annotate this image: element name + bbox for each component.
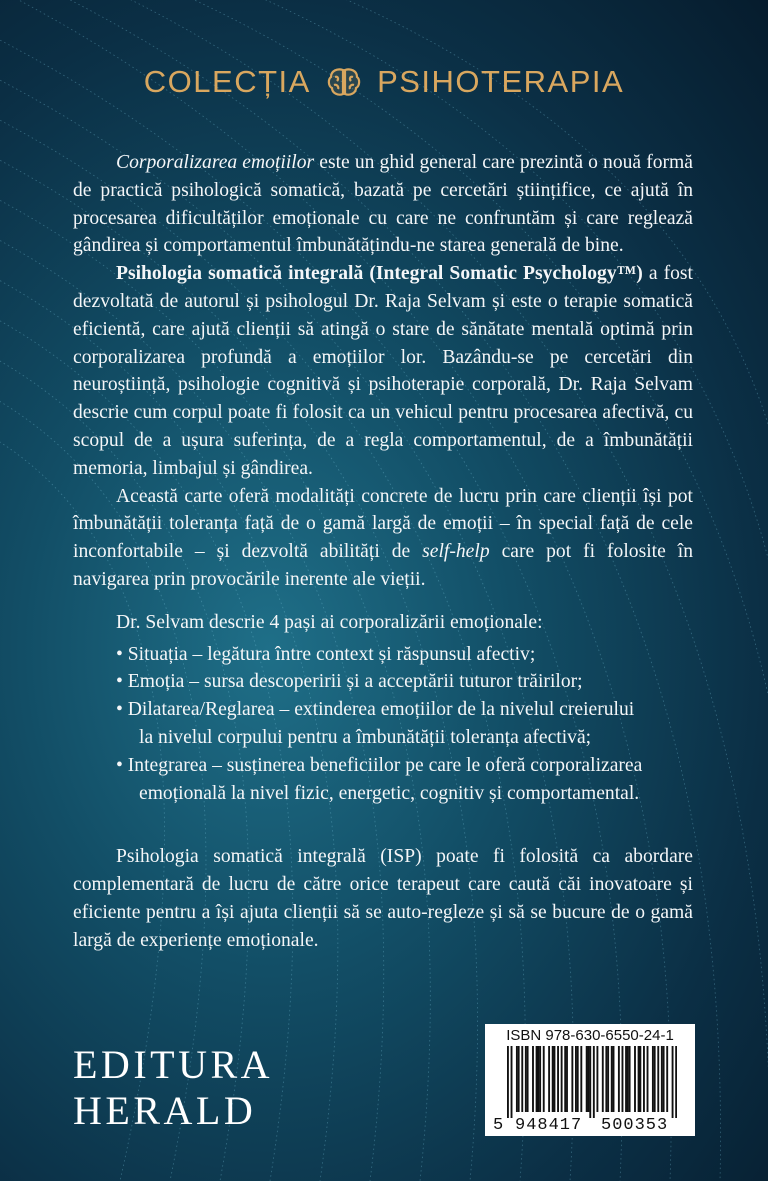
barcode-bar: [532, 1046, 534, 1112]
barcode-bar: [602, 1046, 604, 1112]
barcode-bar: [611, 1046, 613, 1112]
paragraph-steps-intro: Dr. Selvam descrie 4 pași ai corporalizării emoționale:: [116, 611, 543, 633]
barcode-bar: [575, 1046, 577, 1112]
paragraph-intro: Corporalizarea emoțiilor este un ghid general care prezintă o nouă formă de practică psihologică somatică, bazată pe cercetări științifice, ce ajută în procesarea dificultăților emoționale cu care ne confruntăm și care reglează gândirea și comportamentul îmbunătățindu-ne starea generală de bine.: [73, 152, 693, 257]
paragraph-book-offer: Această carte oferă modalități concrete de lucru prin care clienții își pot îmbunătății toleranța față de o gamă largă de emoții – în special față de cele inconfortabile – și dezvoltă abilități de self-help care pot fi folosite în navigarea prin provocările inerente ale vieții.: [73, 485, 693, 590]
book-title-italic: Corporalizarea emoțiilor: [116, 152, 315, 173]
barcode-bar: [618, 1046, 620, 1112]
publisher-logo: [73, 1042, 273, 1134]
ean-first-digit: 5: [493, 1116, 505, 1135]
ean-left-group: 948417: [515, 1116, 583, 1135]
barcode-bar: [625, 1046, 627, 1112]
barcode-bar: [627, 1046, 629, 1112]
barcode-bar: [577, 1046, 579, 1112]
barcode-bar: [516, 1046, 518, 1112]
barcode-bar: [557, 1046, 559, 1112]
barcode-bar: [672, 1046, 674, 1118]
barcode-bar: [638, 1046, 640, 1112]
barcode-bar: [507, 1046, 509, 1118]
barcode-bar: [639, 1046, 641, 1112]
isbn-barcode: [485, 1024, 695, 1136]
barcode-bar: [518, 1046, 520, 1112]
barcode-bar: [588, 1046, 590, 1112]
brain-icon: [327, 67, 361, 97]
barcode-bar: [675, 1046, 677, 1118]
barcode-bar: [605, 1046, 607, 1112]
barcode-bar: [596, 1046, 598, 1112]
list-item: • Emoția – sursa descoperirii și a acceptării tuturor trăirilor;: [116, 671, 583, 693]
isbn-text: ISBN 978-630-6550-24-1: [506, 1027, 674, 1044]
barcode-bar: [586, 1046, 588, 1112]
barcode-bar: [654, 1046, 656, 1112]
barcode-bar: [643, 1046, 645, 1112]
barcode-bar: [552, 1046, 554, 1112]
publisher-line-2: HERALD: [73, 1088, 257, 1133]
barcode-bar: [634, 1046, 636, 1112]
barcode-bar: [543, 1046, 545, 1112]
isp-name-bold: Psihologia somatică integrală (Integral Somatic Psychology™): [116, 263, 643, 285]
barcode-bar: [647, 1046, 649, 1112]
barcode-bar: [564, 1046, 566, 1112]
series-title-right: PSIHOTERAPIA: [377, 63, 625, 99]
barcode-bar: [525, 1046, 527, 1112]
ean-right-group: 500353: [601, 1116, 669, 1135]
steps-list: [73, 641, 693, 808]
barcode-bar: [607, 1046, 609, 1112]
list-item: • Situația – legătura între context și răspunsul afectiv;: [116, 643, 536, 665]
barcode-bar: [548, 1046, 550, 1112]
barcode-bar: [593, 1046, 595, 1118]
series-title: [0, 62, 768, 100]
self-help-italic: self-help: [422, 541, 490, 563]
barcode-bar: [629, 1046, 631, 1112]
paragraph-closing: Psihologia somatică integrală (ISP) poate fi folosită ca abordare complementară de lucru de către orice terapeut care caută căi inovatoare și eficiente pentru a își ajuta clienții să se auto-regleze și să se bucure de o gamă largă de experiențe emoționale.: [73, 846, 693, 951]
barcode-bar: [652, 1046, 654, 1112]
barcode-bar: [613, 1046, 615, 1112]
barcode-bar: [539, 1046, 541, 1112]
series-title-left: COLECȚIA: [143, 63, 311, 99]
barcode-bar: [589, 1046, 591, 1118]
barcode-bars: [507, 1046, 677, 1118]
paragraph-isp: Psihologia somatică integrală (Integral Somatic Psychology™) a fost dezvoltată de autorul și psihologul Dr. Raja Selvam și este o terapie somatică eficientă, care ajută clienții să atingă o stare de sănătate mentală optimă prin corporalizarea profundă a emoțiilor lor. Bazându-se pe cercetări din neuroștiință, psihologie cognitivă și psihoterapie corporală, Dr. Raja Selvam descrie cum corpul poate fi folosit ca un vehicul pentru procesarea afectivă, cu scopul de a ușura suferința, de a regla comportamentul, de a îmbunătății memoria, limbajul și gândirea.: [73, 263, 693, 479]
barcode-bar: [622, 1046, 624, 1112]
publisher-line-1: EDITURA: [73, 1042, 274, 1087]
barcode-bar: [580, 1046, 582, 1112]
barcode-bar: [527, 1046, 529, 1112]
barcode-bar: [561, 1046, 563, 1112]
barcode-bar: [666, 1046, 668, 1112]
barcode-bar: [511, 1046, 513, 1118]
barcode-bar: [554, 1046, 556, 1112]
barcode-bar: [521, 1046, 523, 1112]
barcode-bar: [536, 1046, 538, 1112]
barcode-bar: [661, 1046, 663, 1112]
barcode-bar: [571, 1046, 573, 1112]
barcode-bar: [566, 1046, 568, 1112]
back-cover-description: [73, 149, 693, 955]
barcode-bar: [663, 1046, 665, 1112]
barcode-bar: [657, 1046, 659, 1112]
list-item: • Integrarea – susținerea beneficiilor pe care le oferă corporalizarea emoțională la nivel fizic, energetic, cognitiv și comportamental.: [116, 754, 643, 804]
barcode-bar: [537, 1046, 539, 1112]
list-item: • Dilatarea/Reglarea – extinderea emoțiilor de la nivelul creierului la nivelul corpului pentru a îmbunătății toleranța afectivă;: [116, 699, 635, 748]
